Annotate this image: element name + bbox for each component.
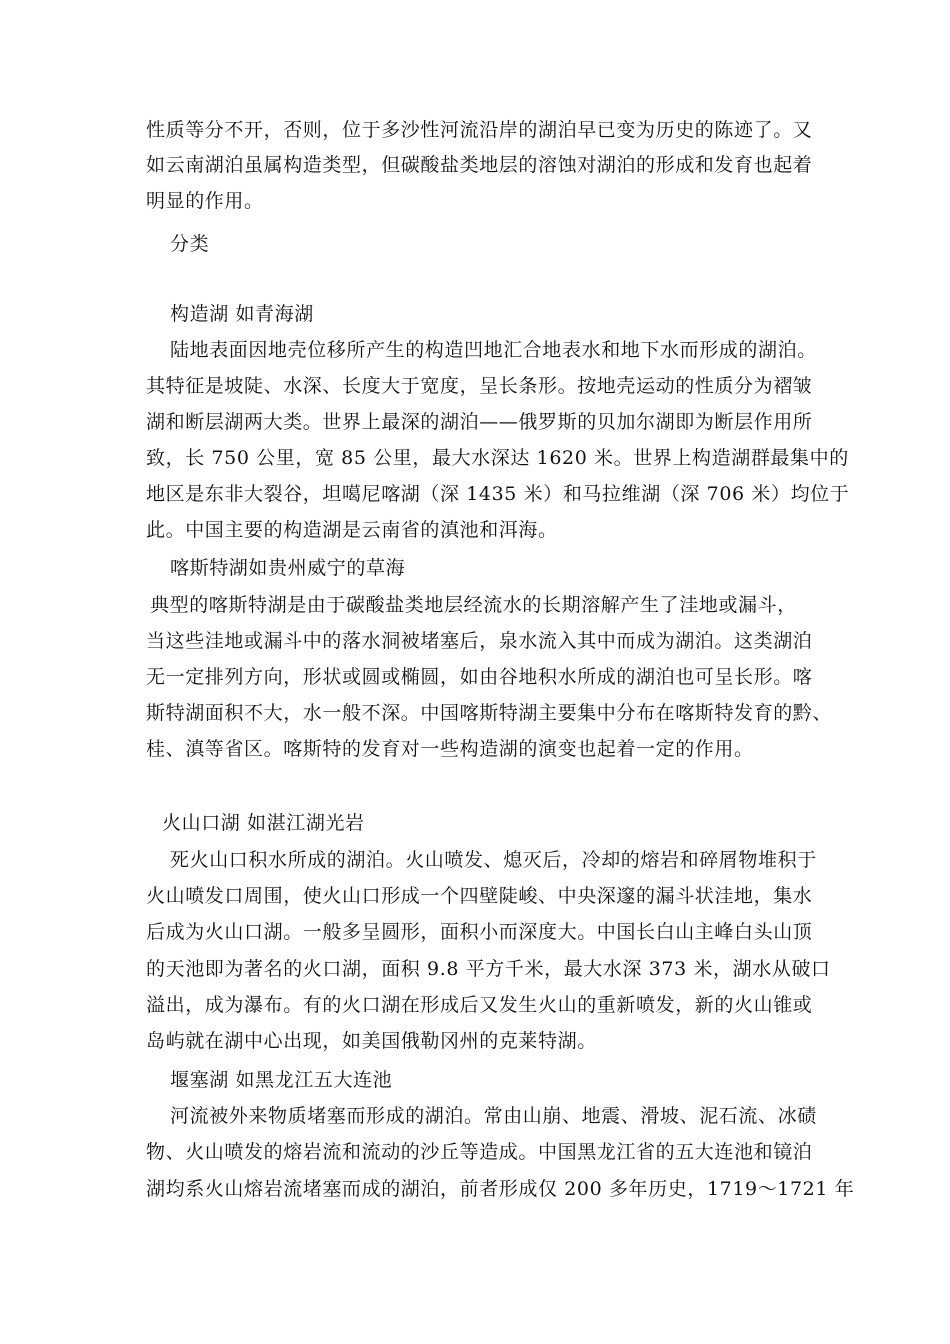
paragraph-line: 死火山口积水所成的湖泊。火山喷发、熄灭后，冷却的熔岩和碎屑物堆积于 bbox=[170, 849, 817, 871]
paragraph-line: 斯特湖面积不大，水一般不深。中国喀斯特湖主要集中分布在喀斯特发育的黔、 bbox=[146, 702, 833, 724]
paragraph-line: 的天池即为著名的火口湖，面积 9.8 平方千米，最大水深 373 米，湖水从破口 bbox=[146, 958, 831, 980]
section-heading: 构造湖 如青海湖 bbox=[170, 303, 314, 325]
paragraph-line: 如云南湖泊虽属构造类型，但碳酸盐类地层的溶蚀对湖泊的形成和发育也起着 bbox=[146, 154, 813, 176]
paragraph-line: 陆地表面因地壳位移所产生的构造凹地汇合地表水和地下水而形成的湖泊。 bbox=[170, 339, 817, 361]
paragraph-line: 明显的作用。 bbox=[146, 190, 264, 212]
paragraph-line: 地区是东非大裂谷，坦噶尼喀湖（深 1435 米）和马拉维湖（深 706 米）均位于 bbox=[146, 483, 850, 505]
paragraph-line: 桂、滇等省区。喀斯特的发育对一些构造湖的演变也起着一定的作用。 bbox=[146, 738, 754, 760]
paragraph-line: 溢出，成为瀑布。有的火口湖在形成后又发生火山的重新喷发，新的火山锥或 bbox=[146, 994, 813, 1016]
paragraph-line: 河流被外来物质堵塞而形成的湖泊。常由山崩、地震、滑坡、泥石流、冰碛 bbox=[170, 1105, 817, 1127]
section-heading: 分类 bbox=[170, 233, 210, 255]
paragraph-line: 当这些洼地或漏斗中的落水洞被堵塞后，泉水流入其中而成为湖泊。这类湖泊 bbox=[146, 630, 813, 652]
section-heading: 喀斯特湖如贵州威宁的草海 bbox=[170, 557, 406, 579]
paragraph-line: 性质等分不开，否则，位于多沙性河流沿岸的湖泊早已变为历史的陈迹了。又 bbox=[146, 119, 813, 141]
section-heading: 火山口湖 如湛江湖光岩 bbox=[162, 812, 365, 834]
paragraph-line: 湖和断层湖两大类。世界上最深的湖泊——俄罗斯的贝加尔湖即为断层作用所 bbox=[146, 411, 813, 433]
paragraph-line: 其特征是坡陡、水深、长度大于宽度，呈长条形。按地壳运动的性质分为褶皱 bbox=[146, 375, 813, 397]
paragraph-line: 后成为火山口湖。一般多呈圆形，面积小而深度大。中国长白山主峰白头山顶 bbox=[146, 921, 813, 943]
paragraph-line: 无一定排列方向，形状或圆或椭圆，如由谷地积水所成的湖泊也可呈长形。喀 bbox=[146, 666, 813, 688]
paragraph-line: 此。中国主要的构造湖是云南省的滇池和洱海。 bbox=[146, 519, 558, 541]
paragraph-line: 物、火山喷发的熔岩流和流动的沙丘等造成。中国黑龙江省的五大连池和镜泊 bbox=[146, 1141, 813, 1163]
section-heading: 堰塞湖 如黑龙江五大连池 bbox=[170, 1069, 393, 1091]
paragraph-line: 典型的喀斯特湖是由于碳酸盐类地层经流水的长期溶解产生了洼地或漏斗， bbox=[150, 594, 797, 616]
paragraph-line: 湖均系火山熔岩流堵塞而成的湖泊，前者形成仅 200 多年历史，1719～1721 年 bbox=[146, 1178, 855, 1200]
paragraph-line: 火山喷发口周围，使火山口形成一个四壁陡峻、中央深邃的漏斗状洼地，集水 bbox=[146, 885, 813, 907]
paragraph-line: 岛屿就在湖中心出现，如美国俄勒冈州的克莱特湖。 bbox=[146, 1030, 597, 1052]
paragraph-line: 致，长 750 公里，宽 85 公里，最大水深达 1620 米。世界上构造湖群最集中的 bbox=[146, 447, 849, 469]
